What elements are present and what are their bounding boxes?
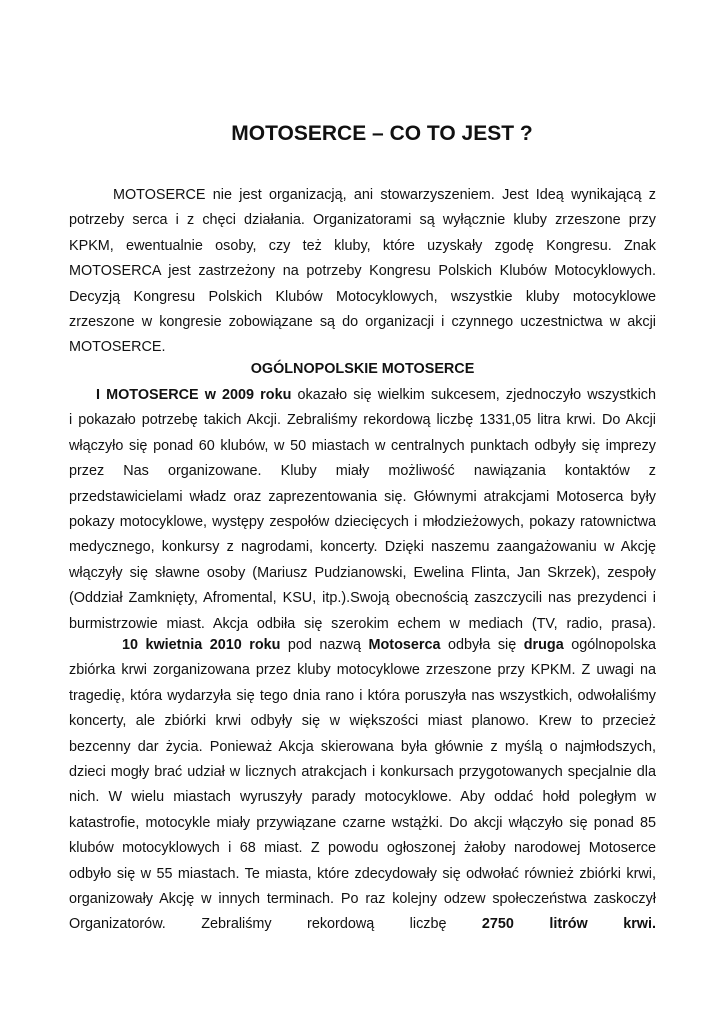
text-line: klubów motocyklowych i 68 miast. Z powodu ogłoszonej żałoby narodowej Motoserce [69,840,656,857]
page-title: MOTOSERCE – CO TO JEST ? [231,122,533,145]
text-line: włączyły się sławne osoby (Mariusz Pudzianowski, Ewelina Flinta, Jan Skrzek), zespoły [69,564,656,581]
text-line: nich. W wielu miastach wyruszyły parady motocyklowe. Aby oddać hołd poległym w [69,789,656,806]
text-run: Organizatorów. Zebraliśmy rekordową liczbę [69,916,482,933]
text-line: tragedię, która wydarzyła się tego dnia rano i która poruszyła nas wszystkich, odwołaliśmy [69,687,656,704]
text-line: pokazy motocyklowe, występy zespołów dziecięcych i młodzieżowych, pokazy ratownictwa [69,514,656,531]
text-line: odbyło się w 55 miastach. Te miasta, które zdecydowały się odwołać również zbiórki krwi, [69,865,656,882]
text-line: i pokazało potrzebę takich Akcji. Zebraliśmy rekordową liczbę 1331,05 litra krwi. Do Akcji [69,412,656,429]
text-run: pod nazwą [280,637,369,653]
text-line: medycznego, konkursy z nagrodami, koncerty. Dzięki naszemu zaangażowaniu w Akcję [69,539,656,556]
text-line: przedstawicielami władz oraz zaprezentowania się. Głównymi atrakcjami Motoserca były [69,488,656,505]
bold-lead: I MOTOSERCE w 2009 roku [96,387,292,403]
section-subheading: OGÓLNOPOLSKIE MOTOSERCE [250,361,475,377]
text-line: MOTOSERCE nie jest organizacją, ani stowarzyszeniem. Jest Ideą wynikającą z [113,187,656,203]
text-run: ogólnopolska [563,637,657,653]
text-line: organizowały Akcję w innych terminach. Po raz kolejny odzew społeczeństwa zaskoczył [69,891,656,908]
text-line: zrzeszone w kongresie zobowiązane są do organizacji i czynnego uczestnictwa w akcji [69,314,656,331]
paragraph-intro [69,183,656,361]
bold-date: 10 kwietnia 2010 roku [122,637,281,653]
text-line [69,912,656,937]
text-line: MOTOSERCA jest zastrzeżony na potrzeby Kongresu Polskich Klubów Motocyklowych. [69,263,656,280]
text-line: włączyło się ponad 60 klubów, w 50 miastach w centralnych punktach odbyły się imprezy [69,437,656,454]
text-line: potrzeby serca i z chęci działania. Organizatorami są wyłącznie kluby zrzeszone przy [69,212,656,229]
bold-total: 2750 litrów krwi. [481,916,656,933]
text-line: przez Nas organizowane. Kluby miały możliwość nawiązania kontaktów z [69,463,656,480]
text-line: MOTOSERCE. [69,339,166,356]
text-line: koncerty, ale zbiórki krwi odbyły się w większości miast planowo. Krew to przecież [69,713,656,730]
text-line: KPKM, ewentualnie osoby, czy też kluby, które uzyskały zgodę Kongresu. Znak [69,237,656,254]
text-line: dzieci mogły brać udział w licznych atrakcjach i konkursach przygotowanych specjalnie dla [69,764,656,781]
text-line: (Oddział Zamknięty, Afromental, KSU, itp.).Swoją obecnością zaszczycili nas prezydenci i [69,590,656,607]
text-line: zbiórka krwi zorganizowana przez kluby motocyklowe zrzeszone przy KPKM. Z uwagi na [69,662,656,679]
paragraph-2009 [69,383,656,637]
bold-name: Motoserca [368,637,441,653]
text-line: Decyzją Kongresu Polskich Klubów Motocyklowych, wszystkie kluby motocyklowe [69,288,656,305]
bold-ordinal: druga [523,637,564,653]
text-line [69,383,656,408]
text-line [69,633,656,658]
text-line: burmistrzowie miast. Akcja odbiła się szerokim echem w mediach (TV, radio, prasa). [69,615,656,632]
text-line: katastrofie, motocykle miały przywiązane czarne wstążki. Do akcji włączyło się ponad 85 [69,814,656,831]
text-line: bezcenny dar życia. Ponieważ Akcja skierowana była głównie z myślą o najmłodszych, [69,738,656,755]
text-run: odbyła się [440,637,524,653]
text-run: okazało się wielkim sukcesem, zjednoczyło wszystkich [291,387,657,403]
paragraph-2010 [69,633,656,938]
